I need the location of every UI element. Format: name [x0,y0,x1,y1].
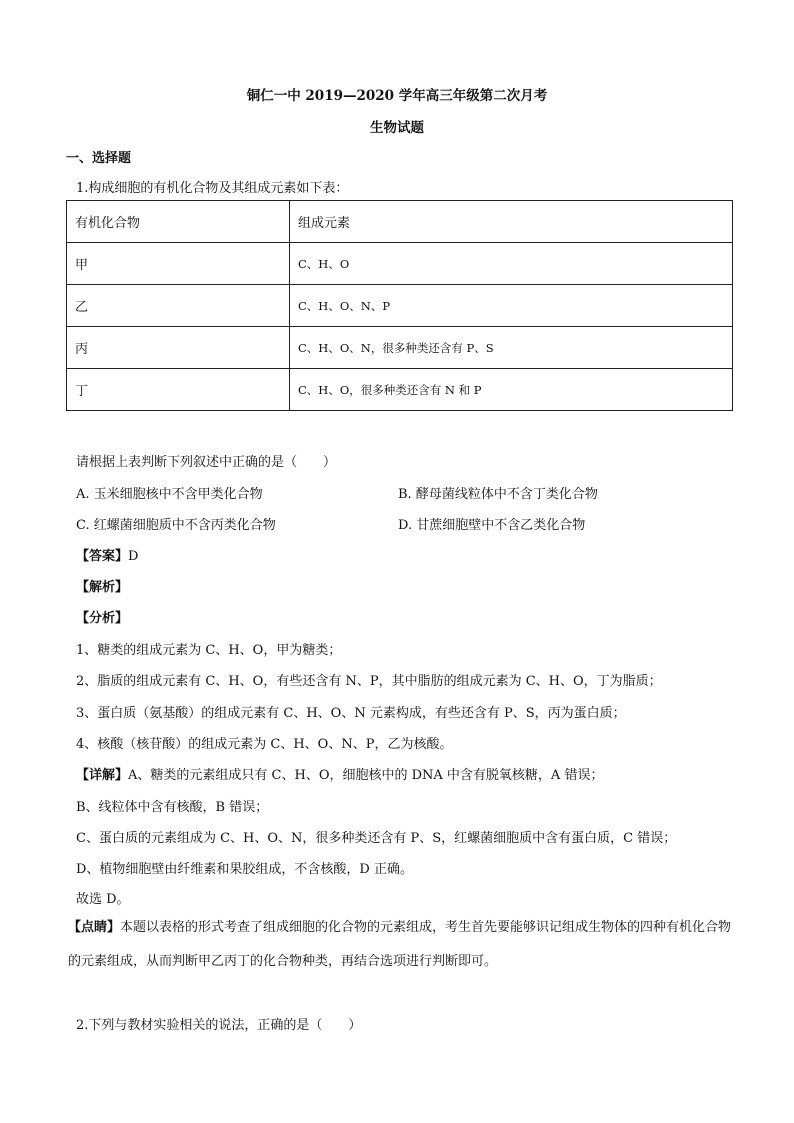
analysis-line: 2、脂质的组成元素有 C、H、O，有些还含有 N、P，其中脂肪的组成元素为 C、H、O，丁为脂质； [76,674,662,689]
option-b: B. 酵母菌线粒体中不含丁类化合物 [398,487,598,502]
table-header-compound: 有机化合物 [67,201,290,243]
section-heading: 一、选择题 [66,151,132,166]
jiexi-tag: 【解析】 [76,580,129,595]
exam-subtitle: 生物试题 [370,120,424,136]
option-d: D. 甘蔗细胞壁中不含乙类化合物 [398,518,586,533]
answer-value: D [128,549,139,564]
detail-line: D、植物细胞壁由纤维素和果胶组成，不含核酸，D 正确。 [76,862,413,877]
exam-title: 铜仁一中 2019—2020 学年高三年级第二次月考 [246,88,548,104]
detail-line-a [76,764,603,783]
table-header-row [67,201,733,243]
question-2-stem: 2.下列与教材实验相关的说法，正确的是（ ） [76,1018,362,1033]
table-row [67,243,733,285]
detail-text: A、糖类的元素组成只有 C、H、O，细胞核中的 DNA 中含有脱氧核糖，A 错误； [128,768,604,783]
table-cell-elements: C、H、O、N、P [290,285,733,327]
comment-text: 本题以表格的形式考查了组成细胞的化合物的元素组成，考生首先要能够识记组成生物体的四种有机化合物的元素组成，从而判断甲乙丙丁的化合物种类，再结合选项进行判断即可。 [68,920,732,969]
table-row [67,327,733,369]
option-a: A. 玉米细胞核中不含甲类化合物 [76,487,263,502]
question-1-stem: 1.构成细胞的有机化合物及其组成元素如下表： [76,181,349,196]
analysis-line: 1、糖类的组成元素为 C、H、O，甲为糖类； [76,643,342,658]
table-row [67,369,733,411]
detail-line: C、蛋白质的元素组成为 C、H、O、N，很多种类还含有 P、S，红螺菌细胞质中含有蛋白质，C 错误； [76,831,677,846]
detail-tag: 【详解】 [76,768,129,783]
table-cell-compound: 甲 [67,243,290,285]
table-cell-compound: 丁 [67,369,290,411]
comment-tag: 【点睛】 [68,920,121,935]
analysis-line: 4、核酸（核苷酸）的组成元素为 C、H、O、N、P，乙为核酸。 [76,737,453,752]
table-cell-compound: 丙 [67,327,290,369]
table-row [67,285,733,327]
analysis-line: 3、蛋白质（氨基酸）的组成元素有 C、H、O、N 元素构成，有些还含有 P、S，丙为蛋白质； [76,706,626,721]
option-c: C. 红螺菌细胞质中不含丙类化合物 [76,518,276,533]
answer-line [76,545,138,564]
detail-conclusion: 故选 D。 [76,892,130,907]
detail-line: B、线粒体中含有核酸，B 错误； [76,800,269,815]
table-header-elements: 组成元素 [290,201,733,243]
answer-tag: 【答案】 [76,549,129,564]
table-cell-elements: C、H、O，很多种类还含有 N 和 P [290,369,733,411]
comment-block [68,911,736,979]
fenxi-tag: 【分析】 [76,611,129,626]
question-1-prompt: 请根据上表判断下列叙述中正确的是（ ） [76,455,337,470]
table-cell-compound: 乙 [67,285,290,327]
table-cell-elements: C、H、O、N，很多种类还含有 P、S [290,327,733,369]
table-cell-elements: C、H、O [290,243,733,285]
element-table [66,200,733,411]
